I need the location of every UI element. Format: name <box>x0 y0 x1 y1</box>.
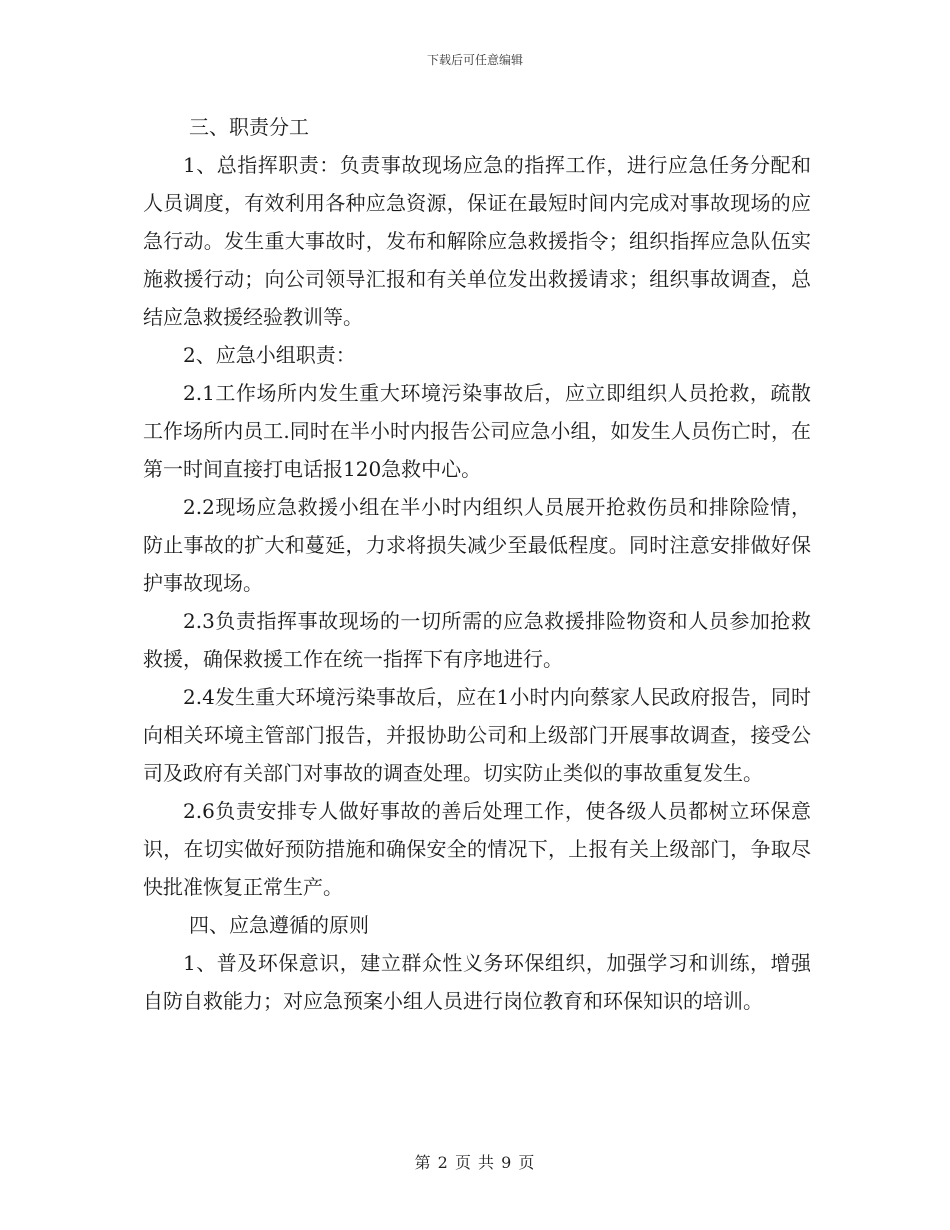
paragraph-duty-2-4: 2.4发生重大环境污染事故后，应在1小时内向蔡家人民政府报告，同时向相关环境主管部门报告，并报协助公司和上级部门开展事故调查，接受公司及政府有关部门对事故的调查处理。切实防止类似的事故重复发生。 <box>143 685 811 785</box>
page-number-footer: 第 2 页 共 9 页 <box>414 1153 536 1172</box>
paragraph-commander-duties: 1、总指挥职责：负责事故现场应急的指挥工作，进行应急任务分配和人员调度，有效利用各种应急资源，保证在最短时间内完成对事故现场的应急行动。发生重大事故时，发布和解除应急救援指令；组织指挥应急队伍实施救援行动；向公司领导汇报和有关单位发出救援请求；组织事故调查，总结应急救援经验教训等。 <box>143 153 811 329</box>
paragraph-duty-2-2: 2.2现场应急救援小组在半小时内组织人员展开抢救伤员和排除险情，防止事故的扩大和蔓延，力求将损失减少至最低程度。同时注意安排做好保护事故现场。 <box>143 495 811 595</box>
paragraph-duty-2-3: 2.3负责指挥事故现场的一切所需的应急救援排险物资和人员参加抢救救援，确保救援工作在统一指挥下有序地进行。 <box>143 609 811 671</box>
paragraph-principle-1: 1、普及环保意识，建立群众性义务环保组织，加强学习和训练，增强自防自救能力；对应急预案小组人员进行岗位教育和环保知识的培训。 <box>143 951 811 1013</box>
section-heading-duties: 三、职责分工 <box>189 115 309 139</box>
paragraph-duty-2-6: 2.6负责安排专人做好事故的善后处理工作，使各级人员都树立环保意识，在切实做好预防措施和确保安全的情况下，上报有关上级部门，争取尽快批准恢复正常生产。 <box>143 799 811 899</box>
document-body <box>143 108 811 1020</box>
paragraph-team-duties-title: 2、应急小组职责： <box>183 343 356 367</box>
paragraph-duty-2-1: 2.1工作场所内发生重大环境污染事故后，应立即组织人员抢救，疏散工作场所内员工.同时在半小时内报告公司应急小组，如发生人员伤亡时，在第一时间直接打电话报120急救中心。 <box>143 381 811 481</box>
section-heading-principles: 四、应急遵循的原则 <box>189 913 369 937</box>
page-header: 下载后可任意编辑 <box>426 53 523 67</box>
